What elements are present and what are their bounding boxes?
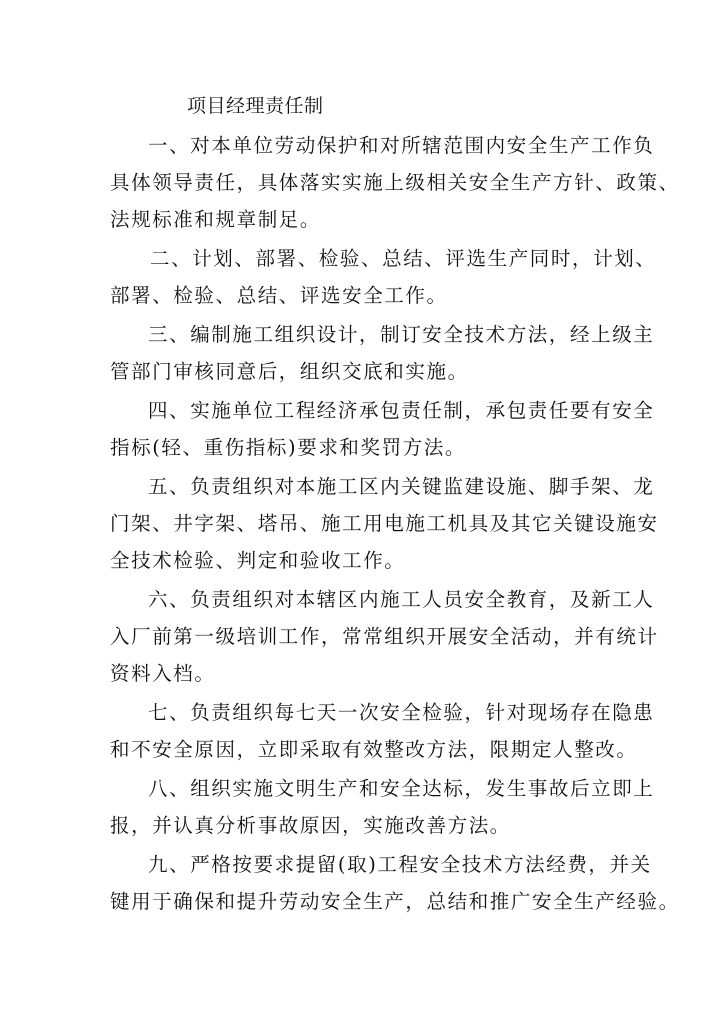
paragraph-9-line-2: 键用于确保和提升劳动安全生产，总结和推广安全生产经验。 [110, 890, 680, 913]
document-title: 项目经理责任制 [187, 95, 324, 117]
paragraph-6-line-1: 六、负责组织对本辖区内施工人员安全教育，及新工人 [148, 588, 655, 611]
paragraph-7-line-1: 七、负责组织每七天一次安全检验，针对现场存在隐患 [148, 701, 655, 724]
paragraph-3-line-2: 管部门审核同意后，组织交底和实施。 [110, 360, 469, 383]
paragraph-7-line-2: 和不安全原因，立即采取有效整改方法，限期定人整改。 [110, 738, 638, 761]
paragraph-1-line-3: 法规标准和规章制足。 [110, 208, 322, 231]
paragraph-3-line-1: 三、编制施工组织设计，制订安全技术方法，经上级主 [148, 323, 655, 346]
paragraph-2-line-1: 二、计划、部署、检验、总结、评选生产同时，计划、 [150, 247, 657, 270]
paragraph-9-line-1: 九、严格按要求提留(取)工程安全技术方法经费，并关 [148, 853, 652, 876]
paragraph-4-line-1: 四、实施单位工程经济承包责任制，承包责任要有安全 [148, 399, 655, 422]
paragraph-6-line-3: 资料入档。 [110, 662, 216, 685]
paragraph-1-line-1: 一、对本单位劳动保护和对所辖范围内安全生产工作负 [148, 134, 655, 157]
paragraph-1-line-2: 具体领导责任，具体落实实施上级相关安全生产方针、政策、 [110, 171, 680, 194]
paragraph-5-line-1: 五、负责组织对本施工区内关键监建设施、脚手架、龙 [148, 475, 655, 498]
paragraph-2-line-2: 部署、检验、总结、评选安全工作。 [110, 284, 448, 307]
paragraph-4-line-2: 指标(轻、重伤指标)要求和奖罚方法。 [110, 436, 467, 459]
paragraph-5-line-3: 全技术检验、判定和验收工作。 [110, 549, 406, 572]
paragraph-8-line-1: 八、组织实施文明生产和安全达标，发生事故后立即上 [148, 777, 655, 800]
paragraph-5-line-2: 门架、井字架、塔吊、施工用电施工机具及其它关键设施安 [110, 512, 659, 535]
paragraph-6-line-2: 入厂前第一级培训工作，常常组织开展安全活动，并有统计 [110, 625, 659, 648]
paragraph-8-line-2: 报，并认真分析事故原因，实施改善方法。 [110, 814, 511, 837]
